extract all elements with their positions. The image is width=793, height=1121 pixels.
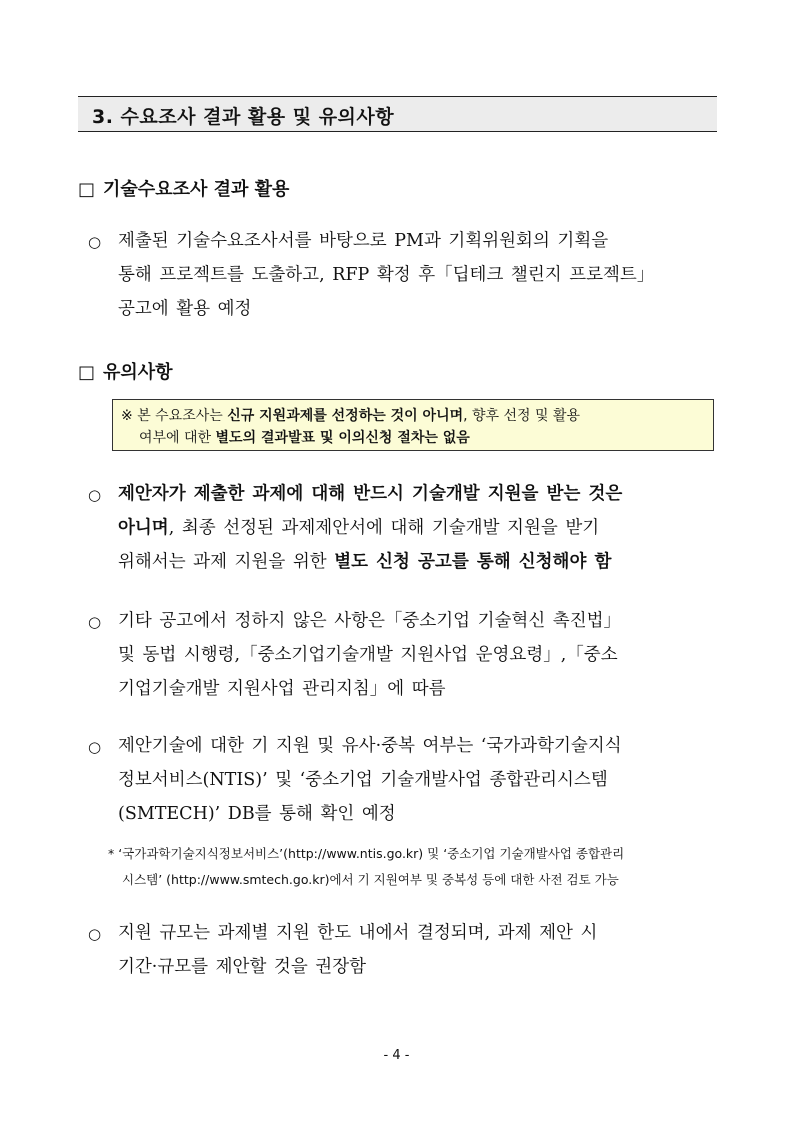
- footnote-line-2: 시스템’ (http://www.smtech.go.kr)에서 기 지원여부 및 중복성 등에 대한 사전 검토 가능: [122, 872, 619, 887]
- notice-emphasis: 신규 지원과제를 선정하는 것이 아니며: [227, 408, 464, 424]
- bullet-icon: ○: [88, 925, 102, 943]
- text-line: 공고에 활용 예정: [118, 299, 252, 319]
- paragraph-no-guarantee: [118, 477, 718, 579]
- notice-text: 본 수요조사는: [137, 408, 228, 424]
- emphasis-text: 아니며: [118, 518, 169, 538]
- bullet-icon: ○: [88, 738, 102, 756]
- body-text: , 최종 선정된 과제제안서에 대해 기술개발 지원을 받기: [168, 518, 600, 538]
- body-text: 위해서는 과제 지원을 위한: [118, 552, 335, 572]
- notice-emphasis: 별도의 결과발표 및 이의신청 절차는 없음: [215, 430, 470, 446]
- footnote-line-1: * ‘국가과학기술지식정보서비스’(http://www.ntis.go.kr) 및 ‘중소기업 기술개발사업 종합관리: [108, 846, 625, 861]
- text-line: 기간·규모를 제안할 것을 권장함: [118, 957, 367, 977]
- text-line: [118, 511, 718, 545]
- paragraph-duplicate-check: [118, 729, 718, 831]
- text-line: 제안기술에 대한 기 지원 및 유사·중복 여부는 ‘국가과학기술지식: [118, 736, 622, 756]
- reference-mark-icon: ※: [121, 408, 133, 424]
- subheading-title: 기술수요조사 결과 활용: [103, 179, 290, 200]
- notice-text: 여부에 대한: [139, 430, 216, 446]
- text-line: 지원 규모는 과제별 지원 한도 내에서 결정되며, 과제 제안 시: [118, 923, 598, 943]
- notice-line-1: [121, 405, 580, 425]
- text-line: 통해 프로젝트를 도출하고, RFP 확정 후「딥테크 챌린지 프로젝트」: [118, 265, 655, 285]
- subheading-notes: [78, 358, 173, 384]
- text-line: 제출된 기술수요조사서를 바탕으로 PM과 기획위원회의 기획을: [118, 231, 609, 251]
- notice-box: [112, 399, 714, 451]
- notice-text: , 향후 선정 및 활용: [463, 408, 581, 424]
- page-number: - 4 -: [383, 1048, 410, 1063]
- checkbox-marker-icon: □: [78, 362, 96, 383]
- emphasis-text: 제안자가 제출한 과제에 대해 반드시 기술개발 지원을 받는 것은: [118, 484, 623, 504]
- paragraph-usage: [118, 224, 718, 326]
- checkbox-marker-icon: □: [78, 179, 96, 200]
- text-line: 기업기술개발 지원사업 관리지침」에 따름: [118, 679, 446, 699]
- section-header: [78, 96, 717, 132]
- subheading-demand-survey: [78, 175, 289, 201]
- text-line: 정보서비스(NTIS)’ 및 ‘중소기업 기술개발사업 종합관리시스템: [118, 770, 608, 790]
- paragraph-support-scale: [118, 916, 718, 984]
- bullet-icon: ○: [88, 233, 102, 251]
- paragraph-other-rules: [118, 604, 718, 706]
- text-line: 및 동법 시행령,「중소기업기술개발 지원사업 운영요령」,「중소: [118, 645, 618, 665]
- text-line: [118, 477, 718, 511]
- bullet-icon: ○: [88, 486, 102, 504]
- section-title: 3. 수요조사 결과 활용 및 유의사항: [92, 106, 395, 128]
- text-line: (SMTECH)’ DB를 통해 확인 예정: [118, 804, 396, 824]
- subheading-title: 유의사항: [103, 362, 173, 383]
- text-line: 기타 공고에서 정하지 않은 사항은「중소기업 기술혁신 촉진법」: [118, 611, 621, 631]
- text-line: [118, 545, 718, 579]
- notice-line-2: [139, 427, 470, 447]
- emphasis-text: 별도 신청 공고를 통해 신청해야 함: [334, 552, 612, 572]
- bullet-icon: ○: [88, 613, 102, 631]
